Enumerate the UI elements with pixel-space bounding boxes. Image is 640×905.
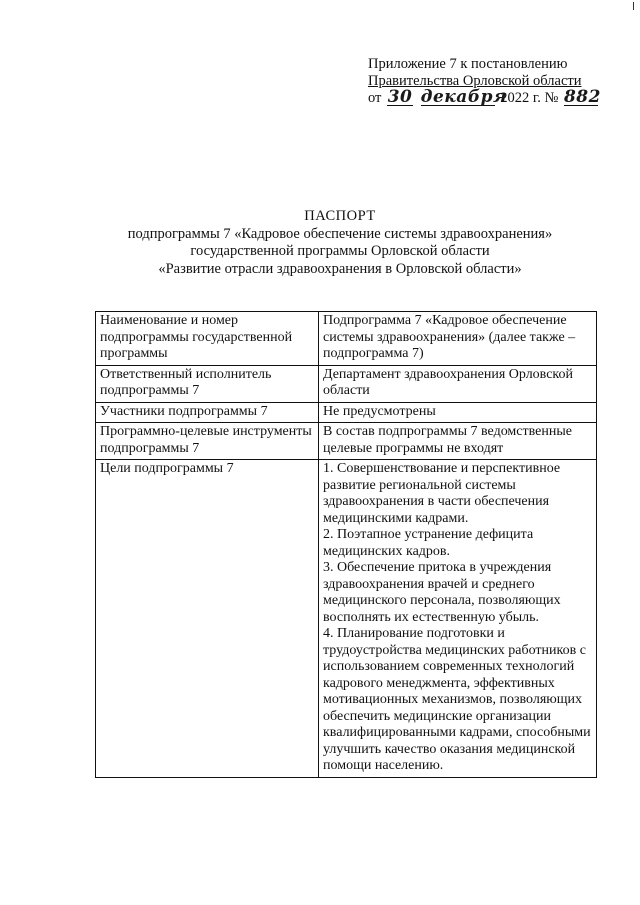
goal-item-4: 4. Планирование подготовки и трудоустройства медицинских работников с использованием современных технологий кадрового менеджмента, эффективных мотивационных механизмов, позволяющих обеспечить медицинские организации квалифицированными кадрами, способными улучшить качество оказания медицинской помощи населению.: [323, 626, 591, 773]
goal-item-2: 2. Поэтапное устранение дефицита медицинских кадров.: [323, 527, 534, 559]
row-value: В состав подпрограммы 7 ведомственные целевые программы не входят: [319, 423, 597, 460]
table-row: [96, 365, 597, 402]
handwritten-number: 882: [563, 87, 601, 107]
passport-table: [95, 311, 597, 778]
appendix-line-1: Приложение 7 к постановлению: [368, 56, 568, 72]
row-label: Участники подпрограммы 7: [96, 402, 319, 423]
date-year-number: 2022 г. №: [500, 90, 559, 106]
document-title: [80, 208, 600, 278]
goal-item-3: 3. Обеспечение притока в учреждения здравоохранения врачей и среднего медицинского персонала, позволяющих восполнять их естественную убыль.: [323, 560, 561, 625]
title-passport: ПАСПОРТ: [304, 208, 376, 224]
handwritten-month: декабря: [420, 87, 508, 107]
appendix-header: [368, 56, 608, 107]
table-row: [96, 402, 597, 423]
row-label: Ответственный исполнитель подпрограммы 7: [96, 365, 319, 402]
table-row: [96, 423, 597, 460]
row-label: Цели подпрограммы 7: [96, 460, 319, 778]
row-value-goals: [319, 460, 597, 778]
appendix-line-2: Правительства Орловской области: [368, 73, 582, 89]
handwritten-day: 30: [387, 87, 413, 107]
row-value: Не предусмотрены: [319, 402, 597, 423]
date-prefix: от: [368, 90, 382, 106]
appendix-date-row: [368, 87, 608, 107]
row-label: Программно-целевые инструменты подпрограммы 7: [96, 423, 319, 460]
title-line-3: «Развитие отрасли здравоохранения в Орловской области»: [158, 260, 522, 277]
page-corner-mark: [630, 2, 634, 10]
title-line-1: подпрограммы 7 «Кадровое обеспечение системы здравоохранения»: [127, 225, 553, 242]
goal-item-1: 1. Совершенствование и перспективное развитие региональной системы здравоохранения в части обеспечения медицинскими кадрами.: [323, 461, 561, 526]
row-value: Подпрограмма 7 «Кадровое обеспечение системы здравоохранения» (далее также – подпрограмма 7): [319, 312, 597, 366]
row-label: Наименование и номер подпрограммы государственной программы: [96, 312, 319, 366]
table-row: [96, 312, 597, 366]
table-row: [96, 460, 597, 778]
title-line-2: государственной программы Орловской области: [190, 243, 490, 259]
row-value: Департамент здравоохранения Орловской области: [319, 365, 597, 402]
